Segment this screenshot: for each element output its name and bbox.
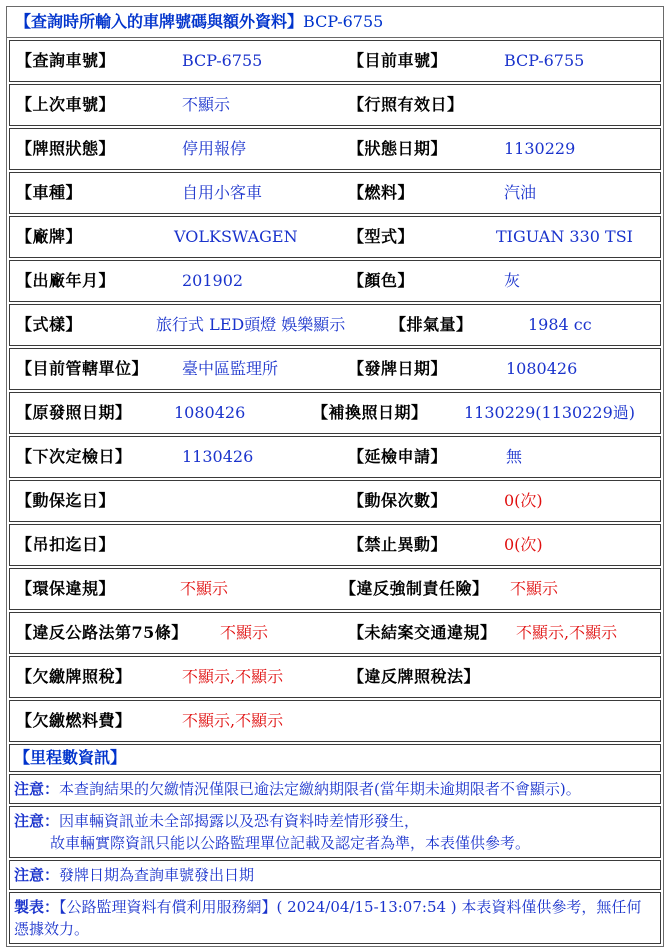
note-tag: 注意： — [14, 780, 60, 798]
info-row-environmental — [9, 568, 661, 610]
mileage-label: 【里程數資訊】 — [14, 748, 127, 767]
note-text-line1: 因車輛資訊並未全部揭露以及恐有資料時差情形發生， — [59, 812, 420, 830]
info-row-highway-law — [9, 612, 661, 654]
note-tag: 注意： — [14, 812, 60, 830]
label-license-valid: 【行照有效日】 — [348, 95, 464, 114]
label-current-plate: 【目前車號】 — [348, 51, 448, 70]
info-row-inspection — [9, 436, 661, 478]
note-text-line2: 故車輛實際資訊只能以公路監理單位記載及認定者為準，本表僅供參考。 — [50, 834, 531, 852]
label-next-inspection: 【下次定檢日】 — [16, 447, 132, 466]
label-vehicle-type: 【車種】 — [16, 183, 83, 202]
label-status-date: 【狀態日期】 — [348, 139, 448, 158]
footer-tag: 製表： — [14, 898, 60, 916]
value-reissue-date: 1130229(1130229過) — [464, 403, 636, 422]
value-status-date: 1130229 — [504, 139, 576, 158]
value-traffic-violation: 不顯示,不顯示 — [516, 623, 618, 642]
value-license-tax-due: 不顯示,不顯示 — [182, 667, 284, 686]
value-lien-count: 0(次) — [504, 491, 543, 510]
label-original-issue: 【原發照日期】 — [16, 403, 132, 422]
value-displacement: 1984 cc — [528, 315, 592, 334]
vehicle-info-table — [6, 6, 664, 947]
value-inspection-extension: 無 — [506, 447, 523, 466]
value-manufacture-date: 201902 — [182, 271, 244, 290]
info-row-license-tax — [9, 656, 661, 698]
label-reissue-date: 【補換照日期】 — [312, 403, 428, 422]
value-color: 灰 — [504, 271, 521, 290]
label-suspension-end: 【吊扣迄日】 — [16, 535, 116, 554]
value-jurisdiction: 臺中區監理所 — [182, 359, 279, 378]
value-transfer-ban: 0(次) — [504, 535, 543, 554]
note-tag: 注意： — [14, 866, 60, 884]
label-brand: 【廠牌】 — [16, 227, 83, 246]
value-model: TIGUAN 330 TSI — [496, 227, 633, 246]
label-inspection-extension: 【延檢申請】 — [348, 447, 448, 466]
label-model: 【型式】 — [348, 227, 415, 246]
info-row-status — [9, 128, 661, 170]
label-plate-status: 【牌照狀態】 — [16, 139, 116, 158]
note-issue-date — [9, 860, 661, 890]
label-previous-plate: 【上次車號】 — [16, 95, 116, 114]
value-brand: VOLKSWAGEN — [174, 227, 298, 246]
label-query-plate: 【查詢車號】 — [16, 51, 116, 70]
label-transfer-ban: 【禁止異動】 — [348, 535, 448, 554]
label-fuel: 【燃料】 — [348, 183, 415, 202]
label-traffic-violation: 【未結案交通違規】 — [348, 623, 497, 642]
note-arrears — [9, 774, 661, 804]
title-plate: BCP-6755 — [303, 12, 384, 31]
label-insurance-violation: 【違反強制責任險】 — [340, 579, 489, 598]
label-lien-end: 【動保迄日】 — [16, 491, 116, 510]
value-env-violation: 不顯示 — [180, 579, 229, 598]
info-row-suspension — [9, 524, 661, 566]
value-plate-status: 停用報停 — [182, 139, 247, 158]
value-fuel: 汽油 — [504, 183, 537, 202]
note-text: 本查詢結果的欠繳情況僅限已逾法定繳納期限者(當年期未逾期限者不會顯示)。 — [59, 780, 581, 798]
info-row-fuel-fee — [9, 700, 661, 742]
value-current-plate: BCP-6755 — [504, 51, 585, 70]
value-vehicle-type: 自用小客車 — [182, 183, 263, 202]
label-jurisdiction: 【目前管轄單位】 — [16, 359, 149, 378]
label-style: 【式樣】 — [16, 315, 83, 334]
info-row-jurisdiction — [9, 348, 661, 390]
info-row-type — [9, 172, 661, 214]
label-fuel-fee-due: 【欠繳燃料費】 — [16, 711, 132, 730]
label-displacement: 【排氣量】 — [390, 315, 473, 334]
info-row-previous — [9, 84, 661, 126]
title-text: 【查詢時所輸入的車牌號碼與額外資料】 — [15, 12, 304, 31]
label-env-violation: 【環保違規】 — [16, 579, 116, 598]
note-text: 發牌日期為查詢車號發出日期 — [59, 866, 255, 884]
label-highway-law: 【違反公路法第75條】 — [16, 623, 188, 642]
value-insurance-violation: 不顯示 — [510, 579, 559, 598]
note-disclaimer — [9, 806, 661, 858]
label-license-tax-law: 【違反牌照稅法】 — [348, 667, 481, 686]
footer-text: 【公路監理資料有償利用服務網】( 2024/04/15-13:07:54 ) 本表資料僅供參考，無任何憑據效力。 — [14, 898, 642, 938]
info-row-brand — [9, 216, 661, 258]
info-row-plate — [9, 40, 661, 82]
value-highway-law: 不顯示 — [220, 623, 269, 642]
page-title — [7, 7, 663, 38]
label-license-tax-due: 【欠繳牌照稅】 — [16, 667, 132, 686]
label-color: 【顏色】 — [348, 271, 415, 290]
label-issue-date: 【發牌日期】 — [348, 359, 448, 378]
value-fuel-fee-due: 不顯示,不顯示 — [182, 711, 284, 730]
value-query-plate: BCP-6755 — [182, 51, 263, 70]
info-row-manufacture — [9, 260, 661, 302]
label-lien-count: 【動保次數】 — [348, 491, 448, 510]
value-style: 旅行式 LED頭燈 娛樂顯示 — [156, 315, 346, 334]
value-previous-plate: 不顯示 — [182, 95, 231, 114]
value-issue-date: 1080426 — [506, 359, 578, 378]
label-manufacture-date: 【出廠年月】 — [16, 271, 116, 290]
value-original-issue: 1080426 — [174, 403, 246, 422]
info-row-lien — [9, 480, 661, 522]
info-row-style — [9, 304, 661, 346]
value-next-inspection: 1130426 — [182, 447, 254, 466]
footer-credit — [9, 892, 661, 944]
info-row-original-issue — [9, 392, 661, 434]
mileage-section — [9, 744, 661, 772]
